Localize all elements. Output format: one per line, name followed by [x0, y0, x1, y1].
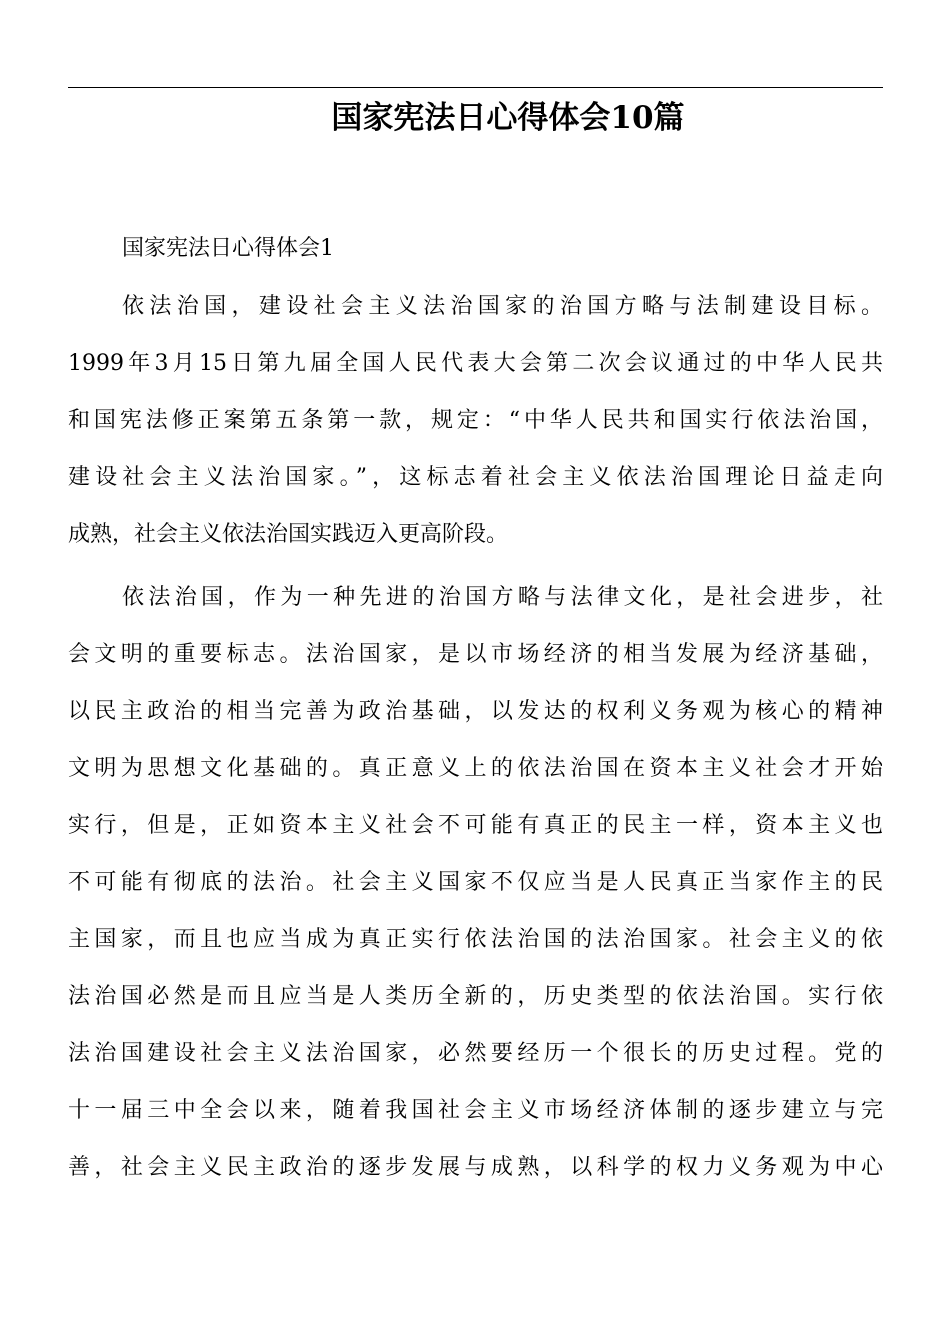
paragraph-line: 以民主政治的相当完善为政治基础，以发达的权利义务观为核心的精神 — [68, 699, 883, 724]
section-heading: 国家宪法日心得体会1 — [122, 236, 334, 261]
paragraph-line: 文明为思想文化基础的。真正意义上的依法治国在资本主义社会才开始 — [68, 756, 883, 781]
paragraph-line: 会文明的重要标志。法治国家，是以市场经济的相当发展为经济基础， — [68, 642, 883, 667]
paragraph-line: 和国宪法修正案第五条第一款，规定：“中华人民共和国实行依法治国， — [68, 408, 883, 433]
paragraph-line: 1999年3月15日第九届全国人民代表大会第二次会议通过的中华人民共 — [68, 351, 883, 376]
document-title: 国家宪法日心得体会10篇 — [331, 100, 685, 136]
paragraph-line: 建设社会主义法治国家。”，这标志着社会主义依法治国理论日益走向 — [68, 465, 883, 490]
paragraph-line: 实行，但是，正如资本主义社会不可能有真正的民主一样，资本主义也 — [68, 813, 883, 838]
paragraph-2 — [68, 569, 883, 1196]
paragraph-line: 成熟，社会主义依法治国实践迈入更高阶段。 — [68, 522, 509, 547]
paragraph-line: 十一届三中全会以来，随着我国社会主义市场经济体制的逐步建立与完 — [68, 1098, 883, 1123]
paragraph-line: 善，社会主义民主政治的逐步发展与成熟，以科学的权力义务观为中心 — [68, 1155, 883, 1180]
paragraph-line: 依法治国，作为一种先进的治国方略与法律文化，是社会进步，社 — [122, 585, 883, 610]
paragraph-line: 不可能有彻底的法治。社会主义国家不仅应当是人民真正当家作主的民 — [68, 870, 883, 895]
paragraph-line: 法治国必然是而且应当是人类历全新的，历史类型的依法治国。实行依 — [68, 984, 883, 1009]
paragraph-line: 依法治国，建设社会主义法治国家的治国方略与法制建设目标。 — [122, 294, 883, 319]
header-rule — [68, 87, 883, 88]
paragraph-line: 法治国建设社会主义法治国家，必然要经历一个很长的历史过程。党的 — [68, 1041, 883, 1066]
paragraph-1 — [68, 278, 883, 563]
paragraph-line: 主国家，而且也应当成为真正实行依法治国的法治国家。社会主义的依 — [68, 927, 883, 952]
